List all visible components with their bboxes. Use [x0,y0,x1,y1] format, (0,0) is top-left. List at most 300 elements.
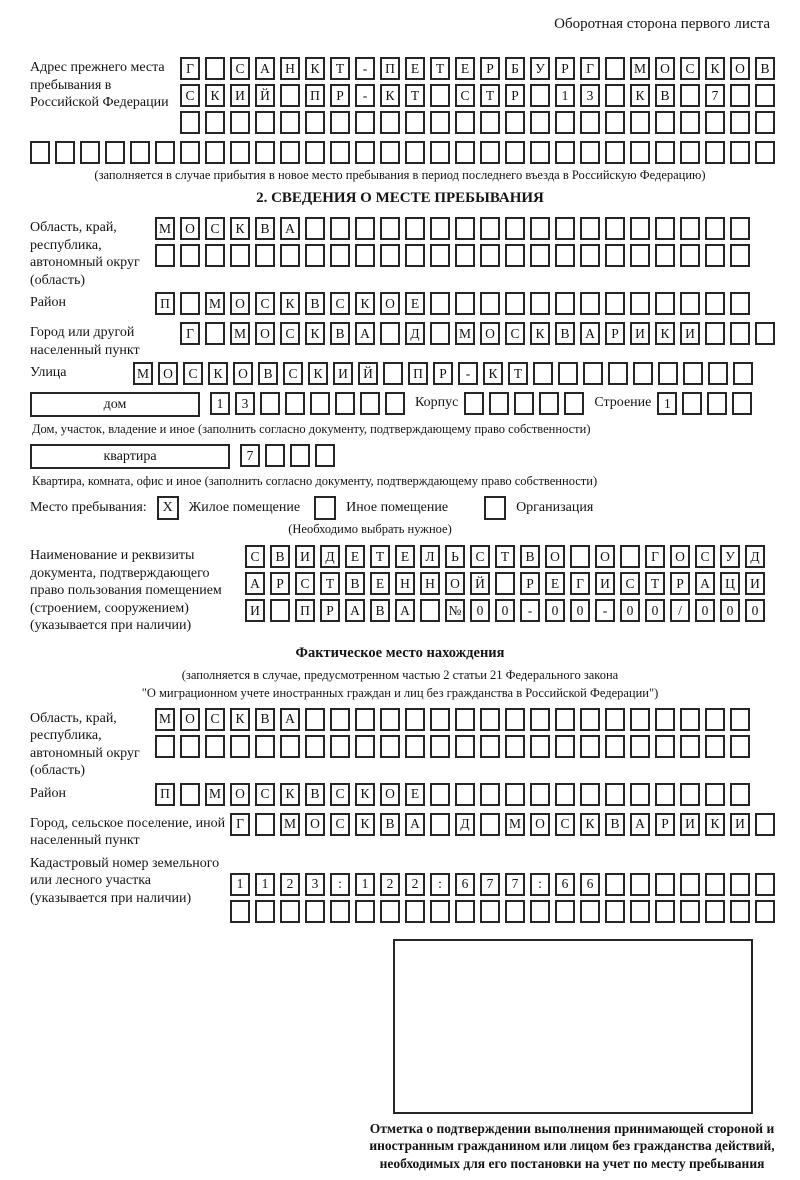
grid-cell[interactable]: Р [320,599,340,622]
grid-cell[interactable] [280,244,300,267]
grid-cell[interactable]: К [305,322,325,345]
grid-cell[interactable] [180,735,200,758]
grid-cell[interactable] [430,783,450,806]
grid-cell[interactable] [360,392,380,415]
grid-cell[interactable]: С [505,322,525,345]
grid-cell[interactable]: 0 [745,599,765,622]
grid-cell[interactable]: 6 [555,873,575,896]
grid-cell[interactable]: 7 [240,444,260,467]
grid-cell[interactable] [480,735,500,758]
grid-cell[interactable]: К [230,708,250,731]
grid-cell[interactable]: Р [505,84,525,107]
grid-cell[interactable] [755,111,775,134]
grid-cell[interactable]: В [655,84,675,107]
grid-cell[interactable] [455,217,475,240]
grid-cell[interactable] [605,111,625,134]
grid-cell[interactable]: 1 [355,873,375,896]
grid-cell[interactable]: 3 [580,84,600,107]
grid-cell[interactable]: В [605,813,625,836]
grid-cell[interactable] [530,244,550,267]
grid-cell[interactable] [605,900,625,923]
grid-cell[interactable]: М [280,813,300,836]
grid-cell[interactable]: 1 [255,873,275,896]
grid-cell[interactable]: Т [480,84,500,107]
grid-cell[interactable] [555,244,575,267]
grid-cell[interactable]: А [395,599,415,622]
grid-cell[interactable]: П [305,84,325,107]
grid-cell[interactable] [680,111,700,134]
grid-cell[interactable]: : [330,873,350,896]
grid-cell[interactable] [180,111,200,134]
grid-cell[interactable] [430,244,450,267]
grid-cell[interactable]: Р [330,84,350,107]
grid-cell[interactable] [730,141,750,164]
grid-cell[interactable] [620,545,640,568]
grid-cell[interactable] [705,217,725,240]
grid-cell[interactable]: / [670,599,690,622]
grid-cell[interactable]: И [295,545,315,568]
grid-cell[interactable]: А [405,813,425,836]
grid-cell[interactable] [580,783,600,806]
grid-cell[interactable] [505,783,525,806]
grid-cell[interactable] [355,141,375,164]
grid-cell[interactable] [265,444,285,467]
grid-cell[interactable] [305,708,325,731]
grid-cell[interactable] [555,141,575,164]
grid-cell[interactable] [530,141,550,164]
grid-cell[interactable] [505,735,525,758]
grid-cell[interactable] [732,392,752,415]
grid-cell[interactable] [570,545,590,568]
grid-cell[interactable] [708,362,728,385]
grid-cell[interactable] [755,813,775,836]
grid-cell[interactable]: - [355,84,375,107]
grid-cell[interactable] [505,244,525,267]
grid-cell[interactable]: Г [180,322,200,345]
grid-cell[interactable]: Р [520,572,540,595]
grid-cell[interactable]: 2 [380,873,400,896]
grid-cell[interactable] [505,141,525,164]
grid-cell[interactable]: П [408,362,428,385]
grid-cell[interactable] [280,735,300,758]
grid-cell[interactable]: И [680,322,700,345]
grid-cell[interactable] [305,735,325,758]
grid-cell[interactable] [180,141,200,164]
grid-cell[interactable] [355,217,375,240]
grid-cell[interactable]: В [305,783,325,806]
grid-cell[interactable]: К [655,322,675,345]
grid-cell[interactable]: Н [280,57,300,80]
grid-cell[interactable] [480,783,500,806]
grid-cell[interactable] [580,735,600,758]
grid-cell[interactable] [180,244,200,267]
stay-type-checkbox-organization[interactable] [484,496,506,520]
grid-cell[interactable] [655,735,675,758]
grid-cell[interactable]: Б [505,57,525,80]
grid-cell[interactable]: 1 [555,84,575,107]
grid-cell[interactable] [205,141,225,164]
grid-cell[interactable] [285,392,305,415]
grid-cell[interactable] [605,873,625,896]
grid-cell[interactable] [658,362,678,385]
grid-cell[interactable]: В [255,217,275,240]
grid-cell[interactable] [530,708,550,731]
grid-cell[interactable]: С [180,84,200,107]
grid-cell[interactable]: С [230,57,250,80]
grid-cell[interactable]: И [595,572,615,595]
grid-cell[interactable] [583,362,603,385]
grid-cell[interactable]: Е [395,545,415,568]
grid-cell[interactable] [205,111,225,134]
grid-cell[interactable]: О [445,572,465,595]
grid-cell[interactable] [530,783,550,806]
grid-cell[interactable] [455,735,475,758]
grid-cell[interactable] [505,708,525,731]
grid-cell[interactable] [155,141,175,164]
grid-cell[interactable] [315,444,335,467]
grid-cell[interactable]: - [458,362,478,385]
grid-cell[interactable]: М [505,813,525,836]
grid-cell[interactable]: К [355,783,375,806]
grid-cell[interactable] [505,111,525,134]
grid-cell[interactable] [630,217,650,240]
grid-cell[interactable]: 6 [580,873,600,896]
grid-cell[interactable]: У [530,57,550,80]
grid-cell[interactable] [430,708,450,731]
grid-cell[interactable]: И [230,84,250,107]
grid-cell[interactable]: В [555,322,575,345]
grid-cell[interactable] [380,900,400,923]
grid-cell[interactable] [730,84,750,107]
grid-cell[interactable] [230,735,250,758]
grid-cell[interactable]: 1 [657,392,677,415]
grid-cell[interactable]: С [470,545,490,568]
grid-cell[interactable]: С [205,217,225,240]
grid-cell[interactable] [455,900,475,923]
grid-cell[interactable]: С [330,813,350,836]
grid-cell[interactable] [680,141,700,164]
grid-cell[interactable]: С [245,545,265,568]
grid-cell[interactable]: Г [580,57,600,80]
grid-cell[interactable] [630,735,650,758]
grid-cell[interactable] [730,708,750,731]
grid-cell[interactable]: О [230,783,250,806]
grid-cell[interactable] [480,900,500,923]
grid-cell[interactable] [455,783,475,806]
grid-cell[interactable] [730,873,750,896]
grid-cell[interactable] [705,292,725,315]
grid-cell[interactable]: А [280,217,300,240]
grid-cell[interactable] [380,735,400,758]
grid-cell[interactable] [505,292,525,315]
grid-cell[interactable]: К [355,292,375,315]
grid-cell[interactable] [405,244,425,267]
grid-cell[interactable]: В [330,322,350,345]
grid-cell[interactable]: В [520,545,540,568]
grid-cell[interactable]: С [680,57,700,80]
grid-cell[interactable] [130,141,150,164]
grid-cell[interactable]: С [330,292,350,315]
grid-cell[interactable] [290,444,310,467]
grid-cell[interactable] [605,735,625,758]
grid-cell[interactable] [230,141,250,164]
grid-cell[interactable]: О [233,362,253,385]
grid-cell[interactable] [480,141,500,164]
grid-cell[interactable] [705,111,725,134]
grid-cell[interactable] [730,322,750,345]
grid-cell[interactable]: К [208,362,228,385]
grid-cell[interactable] [270,599,290,622]
grid-cell[interactable]: О [380,292,400,315]
grid-cell[interactable] [205,735,225,758]
grid-cell[interactable]: И [680,813,700,836]
grid-cell[interactable] [655,708,675,731]
grid-cell[interactable] [330,111,350,134]
grid-cell[interactable] [580,141,600,164]
grid-cell[interactable] [605,244,625,267]
grid-cell[interactable]: 7 [505,873,525,896]
grid-cell[interactable] [730,292,750,315]
grid-cell[interactable] [355,735,375,758]
grid-cell[interactable] [630,244,650,267]
grid-cell[interactable]: - [355,57,375,80]
grid-cell[interactable] [580,111,600,134]
grid-cell[interactable]: 0 [495,599,515,622]
grid-cell[interactable] [680,900,700,923]
grid-cell[interactable]: Й [255,84,275,107]
grid-cell[interactable] [205,57,225,80]
grid-cell[interactable] [405,735,425,758]
grid-cell[interactable] [730,111,750,134]
grid-cell[interactable] [630,783,650,806]
grid-cell[interactable] [385,392,405,415]
grid-cell[interactable]: № [445,599,465,622]
grid-cell[interactable]: С [183,362,203,385]
grid-cell[interactable] [480,813,500,836]
grid-cell[interactable] [405,141,425,164]
grid-cell[interactable]: - [520,599,540,622]
grid-cell[interactable] [305,141,325,164]
grid-cell[interactable]: - [595,599,615,622]
grid-cell[interactable] [705,735,725,758]
grid-cell[interactable]: В [370,599,390,622]
grid-cell[interactable] [605,217,625,240]
grid-cell[interactable]: Е [405,57,425,80]
grid-cell[interactable] [180,292,200,315]
grid-cell[interactable]: Т [405,84,425,107]
grid-cell[interactable] [580,217,600,240]
grid-cell[interactable] [730,783,750,806]
grid-cell[interactable]: 1 [210,392,230,415]
grid-cell[interactable] [680,735,700,758]
grid-cell[interactable]: С [330,783,350,806]
grid-cell[interactable]: К [580,813,600,836]
grid-cell[interactable]: А [345,599,365,622]
grid-cell[interactable] [530,217,550,240]
grid-cell[interactable] [608,362,628,385]
grid-cell[interactable]: Р [670,572,690,595]
grid-cell[interactable] [755,322,775,345]
grid-cell[interactable] [530,735,550,758]
grid-cell[interactable]: С [283,362,303,385]
grid-cell[interactable]: Н [395,572,415,595]
grid-cell[interactable] [755,873,775,896]
grid-cell[interactable]: 0 [545,599,565,622]
grid-cell[interactable]: А [280,708,300,731]
grid-cell[interactable] [30,141,50,164]
grid-cell[interactable] [480,708,500,731]
grid-cell[interactable] [455,292,475,315]
grid-cell[interactable]: К [705,813,725,836]
grid-cell[interactable] [555,783,575,806]
grid-cell[interactable] [230,111,250,134]
grid-cell[interactable]: Г [180,57,200,80]
grid-cell[interactable] [555,111,575,134]
grid-cell[interactable] [430,735,450,758]
grid-cell[interactable] [230,244,250,267]
grid-cell[interactable] [530,292,550,315]
grid-cell[interactable] [380,141,400,164]
grid-cell[interactable] [430,217,450,240]
grid-cell[interactable]: В [305,292,325,315]
grid-cell[interactable]: Р [433,362,453,385]
grid-cell[interactable]: С [280,322,300,345]
grid-cell[interactable]: Г [230,813,250,836]
grid-cell[interactable]: М [133,362,153,385]
grid-cell[interactable] [630,111,650,134]
grid-cell[interactable] [683,362,703,385]
grid-cell[interactable] [280,111,300,134]
grid-cell[interactable]: Д [320,545,340,568]
grid-cell[interactable]: Е [405,783,425,806]
grid-cell[interactable]: Г [570,572,590,595]
grid-cell[interactable] [680,84,700,107]
stay-type-checkbox-other[interactable] [314,496,336,520]
grid-cell[interactable]: О [158,362,178,385]
grid-cell[interactable] [205,244,225,267]
grid-cell[interactable]: И [730,813,750,836]
grid-cell[interactable] [480,217,500,240]
grid-cell[interactable]: Е [545,572,565,595]
grid-cell[interactable] [680,873,700,896]
grid-cell[interactable] [655,783,675,806]
grid-cell[interactable] [564,392,584,415]
grid-cell[interactable]: О [545,545,565,568]
grid-cell[interactable] [380,244,400,267]
grid-cell[interactable]: М [230,322,250,345]
grid-cell[interactable]: 2 [280,873,300,896]
grid-cell[interactable] [514,392,534,415]
grid-cell[interactable] [605,141,625,164]
grid-cell[interactable] [755,141,775,164]
grid-cell[interactable]: К [380,84,400,107]
grid-cell[interactable] [530,111,550,134]
grid-cell[interactable]: Е [405,292,425,315]
grid-cell[interactable] [705,873,725,896]
grid-cell[interactable]: 3 [235,392,255,415]
grid-cell[interactable] [580,900,600,923]
grid-cell[interactable]: М [155,217,175,240]
grid-cell[interactable] [505,217,525,240]
grid-cell[interactable]: Й [470,572,490,595]
grid-cell[interactable] [380,111,400,134]
grid-cell[interactable]: В [380,813,400,836]
grid-cell[interactable]: К [230,217,250,240]
grid-cell[interactable]: И [333,362,353,385]
grid-cell[interactable] [455,244,475,267]
grid-cell[interactable] [430,322,450,345]
grid-cell[interactable] [255,735,275,758]
grid-cell[interactable]: В [755,57,775,80]
grid-cell[interactable]: 0 [645,599,665,622]
grid-cell[interactable]: Д [405,322,425,345]
grid-cell[interactable] [260,392,280,415]
grid-cell[interactable]: Р [555,57,575,80]
grid-cell[interactable]: Ц [720,572,740,595]
grid-cell[interactable]: С [255,292,275,315]
grid-cell[interactable] [305,900,325,923]
grid-cell[interactable]: Т [495,545,515,568]
grid-cell[interactable] [430,900,450,923]
grid-cell[interactable]: К [280,783,300,806]
grid-cell[interactable]: Р [270,572,290,595]
grid-cell[interactable]: П [155,292,175,315]
grid-cell[interactable] [310,392,330,415]
grid-cell[interactable] [205,322,225,345]
grid-cell[interactable] [705,141,725,164]
grid-cell[interactable] [680,783,700,806]
grid-cell[interactable] [80,141,100,164]
grid-cell[interactable] [355,708,375,731]
grid-cell[interactable]: М [205,292,225,315]
grid-cell[interactable] [280,84,300,107]
grid-cell[interactable] [733,362,753,385]
grid-cell[interactable] [680,217,700,240]
grid-cell[interactable] [330,244,350,267]
grid-cell[interactable] [630,873,650,896]
grid-cell[interactable] [555,217,575,240]
grid-cell[interactable] [495,572,515,595]
grid-cell[interactable]: М [205,783,225,806]
grid-cell[interactable]: К [483,362,503,385]
grid-cell[interactable]: О [255,322,275,345]
stay-type-checkbox-residential[interactable]: X [157,496,179,520]
grid-cell[interactable]: С [695,545,715,568]
grid-cell[interactable] [255,900,275,923]
grid-cell[interactable] [355,900,375,923]
grid-cell[interactable] [330,217,350,240]
grid-cell[interactable] [505,900,525,923]
grid-cell[interactable] [330,141,350,164]
grid-cell[interactable] [480,244,500,267]
grid-cell[interactable]: О [180,708,200,731]
grid-cell[interactable] [630,900,650,923]
grid-cell[interactable]: К [280,292,300,315]
grid-cell[interactable]: В [255,708,275,731]
grid-cell[interactable]: Т [370,545,390,568]
grid-cell[interactable]: К [305,57,325,80]
grid-cell[interactable] [755,900,775,923]
grid-cell[interactable]: М [155,708,175,731]
grid-cell[interactable] [255,813,275,836]
grid-cell[interactable]: 7 [480,873,500,896]
grid-cell[interactable]: И [745,572,765,595]
grid-cell[interactable]: О [480,322,500,345]
grid-cell[interactable] [383,362,403,385]
grid-cell[interactable] [305,217,325,240]
grid-cell[interactable]: Р [655,813,675,836]
grid-cell[interactable]: Р [605,322,625,345]
